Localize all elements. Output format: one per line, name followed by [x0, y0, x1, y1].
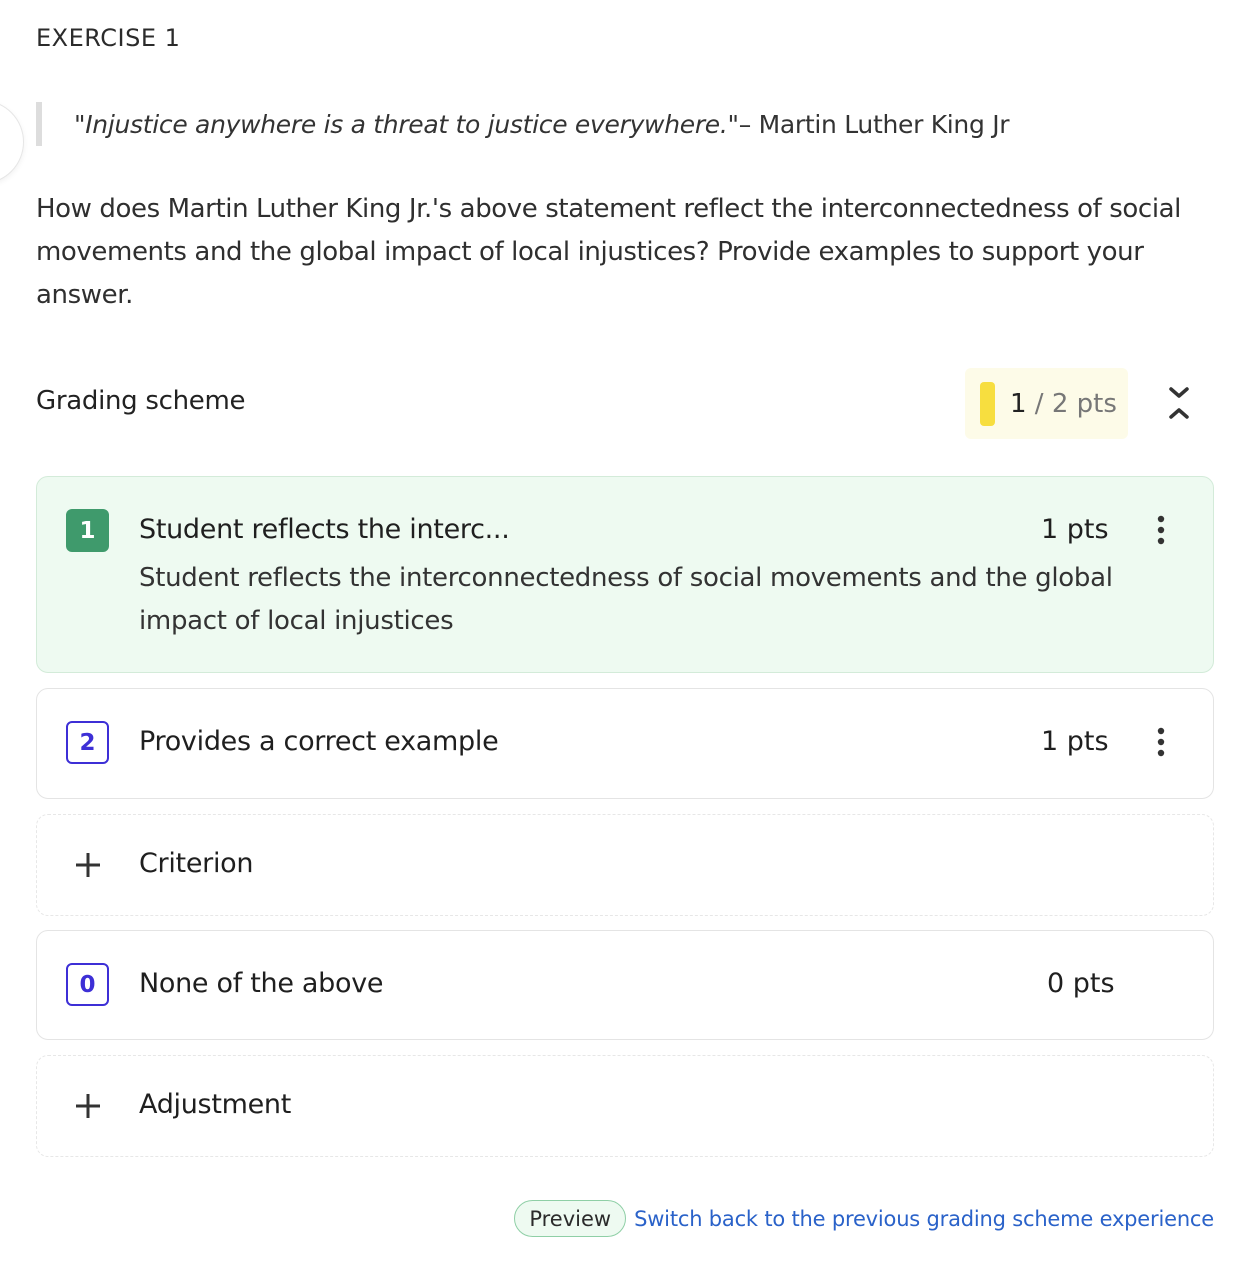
criterion-points: 1 pts — [1041, 514, 1109, 545]
none-points: 0 pts — [1047, 968, 1115, 999]
preview-badge: Preview — [514, 1200, 626, 1237]
criterion-number-badge: 2 — [66, 721, 109, 764]
quote-author: – Martin Luther King Jr — [738, 109, 1010, 139]
criterion-card-1[interactable] — [36, 476, 1214, 673]
add-adjustment-button[interactable] — [36, 1055, 1214, 1157]
score-bar — [980, 382, 995, 426]
criterion-description: Student reflects the interconnectedness of social movements and the global impact of local injustices — [139, 563, 1113, 636]
question-text: How does Martin Luther King Jr.'s above statement reflect the interconnectedness of social movements and the global impact of local injustices? Provide examples to support your answer. — [36, 194, 1181, 310]
criterion-points: 1 pts — [1041, 726, 1109, 757]
kebab-menu-icon[interactable] — [1147, 513, 1175, 547]
switch-back-link[interactable]: Switch back to the previous grading scheme experience — [634, 1206, 1214, 1231]
score-total: 2 pts — [1051, 388, 1117, 419]
kebab-menu-icon[interactable] — [1147, 725, 1175, 759]
quote-block — [36, 102, 1009, 146]
criterion-card-2[interactable] — [36, 688, 1214, 799]
add-criterion-button[interactable] — [36, 814, 1214, 916]
score-text — [1010, 389, 1117, 419]
chevrons-collapse-icon[interactable] — [1162, 383, 1196, 423]
exercise-label: EXERCISE 1 — [36, 24, 181, 52]
side-panel-toggle[interactable] — [0, 100, 24, 184]
criterion-title: Student reflects the interc... — [139, 514, 510, 545]
score-earned: 1 — [1010, 388, 1027, 419]
quote-text: "Injustice anywhere is a threat to justice everywhere." — [74, 109, 739, 139]
plus-icon — [73, 850, 103, 880]
add-adjustment-label: Adjustment — [139, 1089, 292, 1120]
criterion-number-badge: 1 — [66, 509, 109, 552]
criterion-title: Provides a correct example — [139, 726, 499, 757]
none-of-the-above-card[interactable] — [36, 930, 1214, 1040]
none-title: None of the above — [139, 968, 384, 999]
footer — [514, 1200, 1214, 1237]
none-number-badge: 0 — [66, 963, 109, 1006]
score-separator: / — [1026, 388, 1052, 419]
add-criterion-label: Criterion — [139, 848, 254, 879]
grading-scheme-title: Grading scheme — [36, 386, 246, 416]
score-indicator — [965, 368, 1128, 439]
plus-icon — [73, 1091, 103, 1121]
